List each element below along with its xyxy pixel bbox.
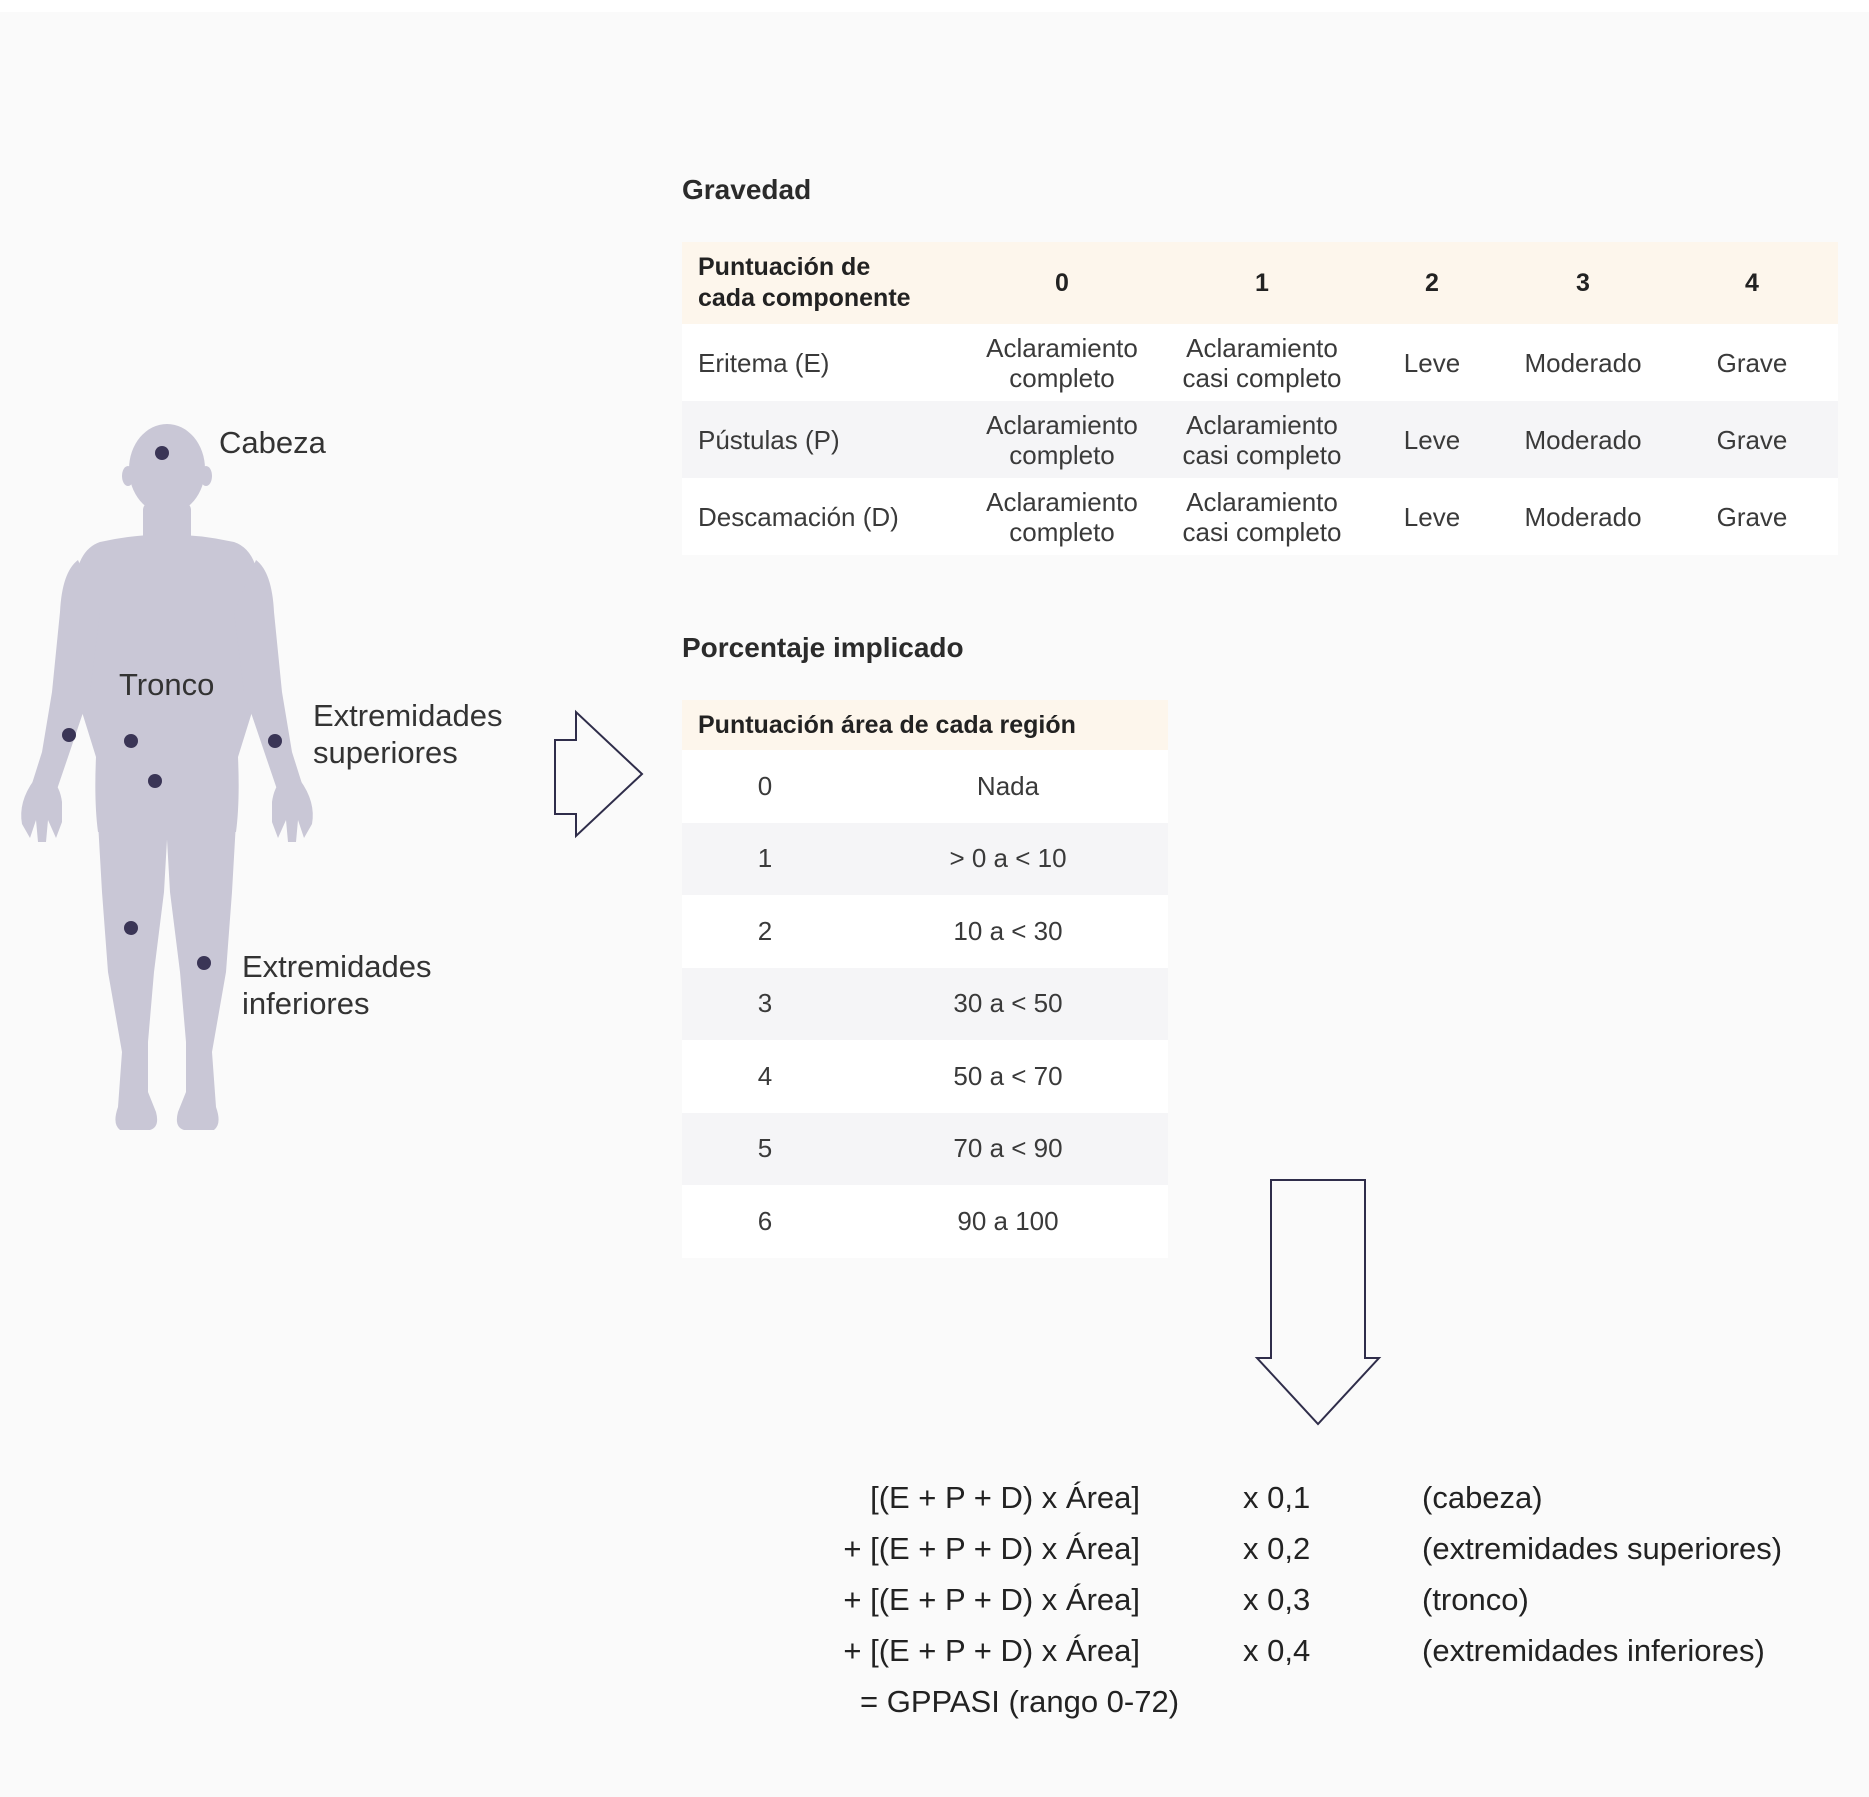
formula-total: = GPPASI (rango 0-72) [860,1684,1180,1719]
marker-trunk-2 [148,774,162,788]
label-lower-limbs: Extremidades inferiores [242,949,432,1021]
body-silhouette [21,424,313,1130]
area-range-cell: > 0 a < 10 [848,823,1168,896]
formula-expression: + [(E + P + D) x Área] [843,1582,1140,1617]
marker-upper-limb-left [62,728,76,742]
area-range-cell: 90 a 100 [848,1185,1168,1258]
area-row [682,968,1168,1041]
area-score-cell: 2 [682,895,848,968]
severity-component-label: Pústulas (P) [682,401,964,478]
area-row [682,1113,1168,1186]
area-row [682,750,1168,823]
severity-row [682,478,1838,555]
arrow-down-icon [1250,1172,1390,1432]
formula-multiplier: x 0,2 [1243,1531,1311,1566]
area-range-cell: Nada [848,750,1168,823]
marker-head [155,446,169,460]
label-trunk: Tronco [119,667,215,702]
severity-cell: Moderado [1500,324,1666,401]
area-score-cell: 1 [682,823,848,896]
area-score-cell: 3 [682,968,848,1041]
severity-header-cell: 0 [964,242,1160,324]
severity-component-label: Descamación (D) [682,478,964,555]
severity-cell: Grave [1666,401,1838,478]
arrow-right-icon [550,702,650,842]
severity-header-cell: 2 [1364,242,1500,324]
severity-header-row [682,242,1838,324]
severity-component-label: Eritema (E) [682,324,964,401]
formula-multiplier: x 0,1 [1243,1480,1311,1515]
area-row [682,823,1168,896]
formula-region: (extremidades superiores) [1422,1531,1783,1566]
severity-cell: Grave [1666,478,1838,555]
severity-cell: Aclaramiento completo [964,401,1160,478]
formula-region: (cabeza) [1422,1480,1543,1515]
area-header-row [682,700,1168,750]
formula-multiplier: x 0,3 [1243,1582,1311,1617]
formula-region: (tronco) [1422,1582,1529,1617]
severity-cell: Grave [1666,324,1838,401]
formula-multiplier: x 0,4 [1243,1633,1311,1668]
severity-cell: Leve [1364,401,1500,478]
area-score-cell: 5 [682,1113,848,1186]
severity-cell: Leve [1364,478,1500,555]
area-table [682,700,1168,1258]
area-range-cell: 10 a < 30 [848,895,1168,968]
label-upper-limbs: Extremidades superiores [313,698,503,770]
formula-expression: + [(E + P + D) x Área] [843,1531,1140,1566]
area-range-cell: 30 a < 50 [848,968,1168,1041]
severity-title: Gravedad [682,174,812,205]
area-score-cell: 0 [682,750,848,823]
severity-header-cell: Puntuación de cada componente [682,242,964,324]
label-head: Cabeza [219,425,326,460]
severity-cell: Aclaramiento completo [964,324,1160,401]
severity-header-cell: 4 [1666,242,1838,324]
severity-cell: Aclaramiento casi completo [1160,324,1364,401]
area-score-cell: 4 [682,1040,848,1113]
area-header-cell: Puntuación área de cada región [682,700,1168,750]
severity-row [682,401,1838,478]
marker-lower-limb-right [197,956,211,970]
severity-cell: Aclaramiento casi completo [1160,478,1364,555]
severity-row [682,324,1838,401]
severity-cell: Leve [1364,324,1500,401]
severity-cell: Moderado [1500,401,1666,478]
area-row [682,1040,1168,1113]
area-range-cell: 70 a < 90 [848,1113,1168,1186]
formula-expression: [(E + P + D) x Área] [870,1480,1140,1515]
formula-region: (extremidades inferiores) [1422,1633,1765,1668]
marker-lower-limb-left [124,921,138,935]
area-score-cell: 6 [682,1185,848,1258]
severity-header-cell: 3 [1500,242,1666,324]
severity-cell: Aclaramiento completo [964,478,1160,555]
severity-cell: Aclaramiento casi completo [1160,401,1364,478]
diagram-canvas [0,12,1869,1797]
severity-cell: Moderado [1500,478,1666,555]
marker-upper-limb-right [268,734,282,748]
marker-trunk-1 [124,734,138,748]
area-range-cell: 50 a < 70 [848,1040,1168,1113]
formula-expression: + [(E + P + D) x Área] [843,1633,1140,1668]
area-title: Porcentaje implicado [682,632,964,663]
severity-table [682,242,1838,555]
area-row [682,1185,1168,1258]
area-row [682,895,1168,968]
severity-header-cell: 1 [1160,242,1364,324]
